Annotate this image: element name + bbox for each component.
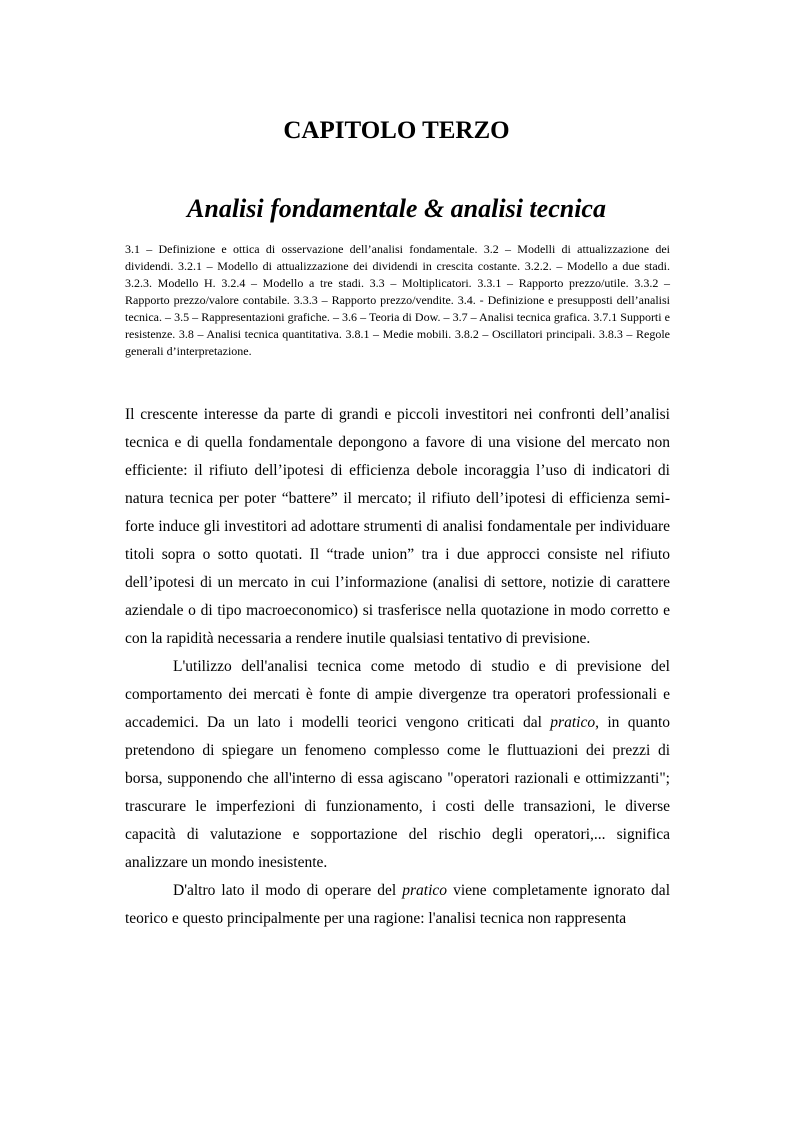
chapter-subtitle: Analisi fondamentale & analisi tecnica (187, 194, 606, 223)
paragraph-3-end: viene completamente ignorato dal teorico e questo principalmente per una ragione: l'analisi tecnica non rappresenta (125, 882, 670, 927)
chapter-title: CAPITOLO TERZO (283, 117, 510, 144)
chapter-contents-summary: 3.1 – Definizione e ottica di osservazione dell’analisi fondamentale. 3.2 – Modelli di attualizzazione dei dividendi. 3.2.1 – Modello di attualizzazione dei dividendi in crescita costante. 3.2.2. – Modello a due stadi. 3.2.3. Modello H. 3.2.4 – Modello a tre stadi. 3.3 – Moltiplicatori. 3.3.1 – Rapporto prezzo/utile. 3.3.2 – Rapporto prezzo/valore contabile. 3.3.3 – Rapporto prezzo/vendite. 3.4. - Definizione e presupposti dell’analisi tecnica. – 3.5 – Rappresentazioni grafiche. – 3.6 – Teoria di Dow. – 3.7 – Analisi tecnica grafica. 3.7.1 Supporti e resistenze. 3.8 – Analisi tecnica quantitativa. 3.8.1 – Medie mobili. 3.8.2 – Oscillatori principali. 3.8.3 – Regole generali d’interpretazione. (125, 242, 670, 358)
paragraph-2 (125, 653, 670, 877)
paragraph-2-start: L'utilizzo dell'analisi tecnica come metodo di studio e di previsione del comportamento dei mercati è fonte di ampie divergenze tra operatori professionali e accademici. Da un lato i modelli teorici vengono criticati dal (125, 658, 670, 731)
paragraph-3-emphasis: pratico (402, 882, 448, 899)
paragraph-3 (125, 877, 670, 933)
body-text (125, 401, 670, 933)
paragraph-1: Il crescente interesse da parte di grandi e piccoli investitori nei confronti dell’analisi tecnica e di quella fondamentale depongono a favore di una visione del mercato non efficiente: il rifiuto dell’ipotesi di efficienza debole incoraggia l’uso di indicatori di natura tecnica per poter “battere” il mercato; il rifiuto dell’ipotesi di efficienza semi-forte induce gli investitori ad adottare strumenti di analisi fondamentale per individuare titoli sopra o sotto quotati. Il “trade union” tra i due approcci consiste nel rifiuto dell’ipotesi di un mercato in cui l’informazione (analisi di settore, notizie di carattere aziendale o di tipo macroeconomico) si trasferisce nella quotazione in modo corretto e con la rapidità necessaria a rendere inutile qualsiasi tentativo di previsione. (125, 406, 670, 647)
paragraph-2-end: , in quanto pretendono di spiegare un fenomeno complesso come le fluttuazioni dei prezzi di borsa, supponendo che all'interno di essa agiscano "operatori razionali e ottimizzanti"; trascurare le imperfezioni di funzionamento, i costi delle transazioni, le diverse capacità di valutazione e sopportazione del rischio degli operatori,... significa analizzare un mondo inesistente. (125, 714, 670, 871)
paragraph-3-start: D'altro lato il modo di operare del (173, 882, 403, 899)
paragraph-2-emphasis: pratico (550, 714, 596, 731)
